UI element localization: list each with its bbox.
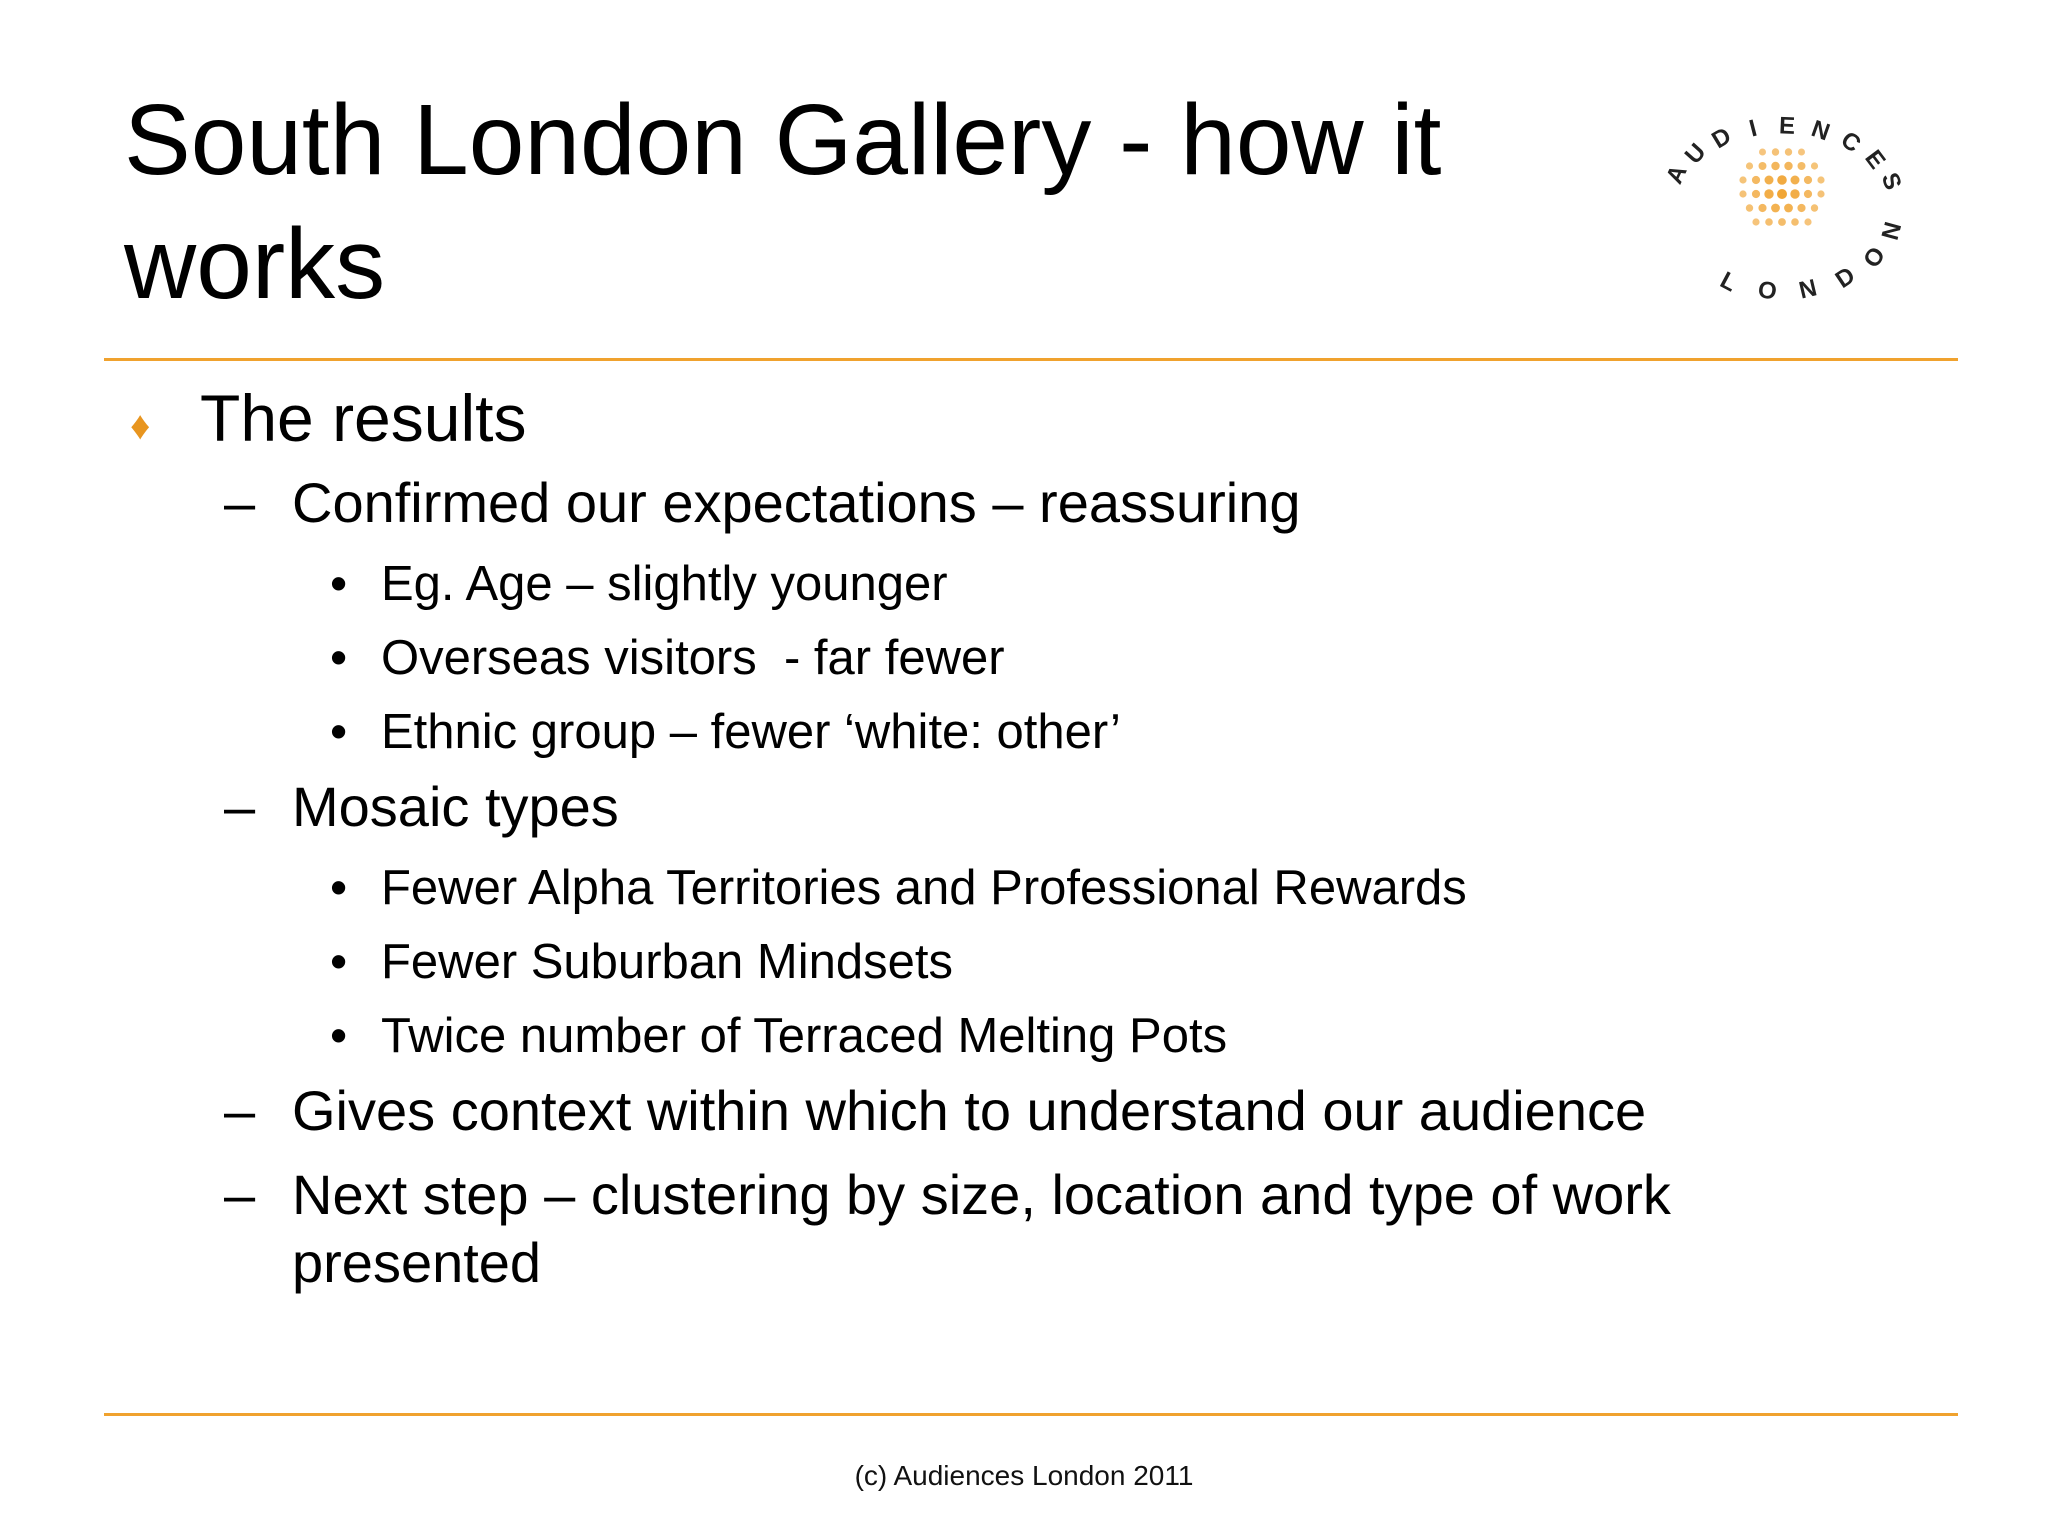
bullet-next-step-continued: presented xyxy=(292,1231,542,1294)
logo-dot xyxy=(1791,176,1800,185)
dash-bullet-icon: – xyxy=(224,1163,256,1226)
sub-bullet-suburban: Fewer Suburban Mindsets xyxy=(381,935,953,989)
logo-dot xyxy=(1771,162,1779,170)
logo-dot xyxy=(1771,204,1780,213)
sub-bullet-ethnic: Ethnic group – fewer ‘white: other’ xyxy=(381,705,1121,759)
top-divider xyxy=(104,358,1958,361)
bullet-next-step: Next step – clustering by size, location and type of work xyxy=(292,1163,1671,1226)
logo-dot xyxy=(1759,149,1766,156)
diamond-bullet-icon: ♦ xyxy=(130,404,151,448)
dash-bullet-icon: – xyxy=(224,1079,256,1142)
logo-dot xyxy=(1759,162,1767,170)
logo-dot xyxy=(1752,218,1759,225)
logo-letter: E xyxy=(1859,145,1891,175)
logo-dot xyxy=(1784,204,1793,213)
slide-title xyxy=(124,78,1524,326)
logo-dot xyxy=(1739,176,1746,183)
logo-letter: N xyxy=(1876,219,1908,243)
bullet-confirmed: Confirmed our expectations – reassuring xyxy=(292,471,1301,534)
logo-dot xyxy=(1804,176,1812,184)
dash-bullet-icon: – xyxy=(224,775,256,838)
logo-letter: U xyxy=(1679,138,1712,170)
logo-dot xyxy=(1817,176,1824,183)
logo-letter: O xyxy=(1858,242,1891,273)
logo-letter: A xyxy=(1660,160,1693,189)
logo-dot xyxy=(1797,204,1805,212)
logo-dot xyxy=(1804,218,1811,225)
sub-bullet-age: Eg. Age – slightly younger xyxy=(381,557,948,611)
logo-dot xyxy=(1790,189,1799,198)
logo-word-london xyxy=(1716,219,1908,305)
logo-letter: S xyxy=(1875,169,1907,194)
logo-letter: D xyxy=(1830,261,1861,294)
logo-letter: C xyxy=(1835,126,1866,159)
footer-copyright: (c) Audiences London 2011 xyxy=(854,1460,1194,1491)
logo-letter: D xyxy=(1707,122,1737,155)
logo-dot xyxy=(1752,190,1760,198)
logo-dot xyxy=(1798,162,1806,170)
logo-dot xyxy=(1784,162,1792,170)
dash-bullet-icon: – xyxy=(224,471,256,534)
logo-dot xyxy=(1746,204,1753,211)
title-line-2: works xyxy=(124,208,386,320)
logo-dot xyxy=(1746,162,1753,169)
dot-bullet-icon: • xyxy=(330,557,348,611)
logo-letter: I xyxy=(1746,114,1760,143)
dot-bullet-icon: • xyxy=(330,631,348,685)
bottom-divider xyxy=(104,1413,1958,1416)
audiences-london-logo xyxy=(1612,70,1952,330)
logo-dot xyxy=(1772,148,1779,155)
sub-bullet-alpha: Fewer Alpha Territories and Professional Rewards xyxy=(381,861,1467,915)
logo-letter: N xyxy=(1796,274,1820,305)
logo-dot xyxy=(1811,162,1818,169)
logo-dot xyxy=(1765,176,1774,185)
sub-bullet-terraced: Twice number of Terraced Melting Pots xyxy=(381,1009,1228,1063)
logo-letter: L xyxy=(1715,266,1742,298)
dot-bullet-icon: • xyxy=(330,1009,348,1063)
dot-bullet-icon: • xyxy=(330,705,348,759)
dot-bullet-icon: • xyxy=(330,861,348,915)
logo-dot-grid xyxy=(1739,148,1824,226)
bullet-mosaic: Mosaic types xyxy=(292,775,619,838)
sub-bullet-overseas: Overseas visitors - far fewer xyxy=(381,631,1005,685)
logo-dot xyxy=(1798,149,1805,156)
logo-dot xyxy=(1791,218,1799,226)
title-line-1: South London Gallery - how it xyxy=(124,84,1442,196)
logo-dot xyxy=(1811,204,1818,211)
logo-dot xyxy=(1739,190,1746,197)
logo-letter: N xyxy=(1807,115,1834,147)
logo-dot xyxy=(1804,190,1812,198)
logo-dot xyxy=(1777,189,1787,199)
bullet-context: Gives context within which to understand our audience xyxy=(292,1079,1647,1142)
logo-dot xyxy=(1778,218,1786,226)
logo-dot xyxy=(1765,218,1773,226)
logo-letter: O xyxy=(1756,276,1779,306)
logo-dot xyxy=(1758,204,1766,212)
dot-bullet-icon: • xyxy=(330,935,348,989)
logo-dot xyxy=(1785,148,1792,155)
logo-dot xyxy=(1777,175,1787,185)
logo-dot xyxy=(1817,190,1824,197)
logo-dot xyxy=(1764,189,1773,198)
logo-letter: E xyxy=(1778,112,1796,140)
bullet-the-results: The results xyxy=(200,381,527,455)
logo-dot xyxy=(1752,176,1760,184)
